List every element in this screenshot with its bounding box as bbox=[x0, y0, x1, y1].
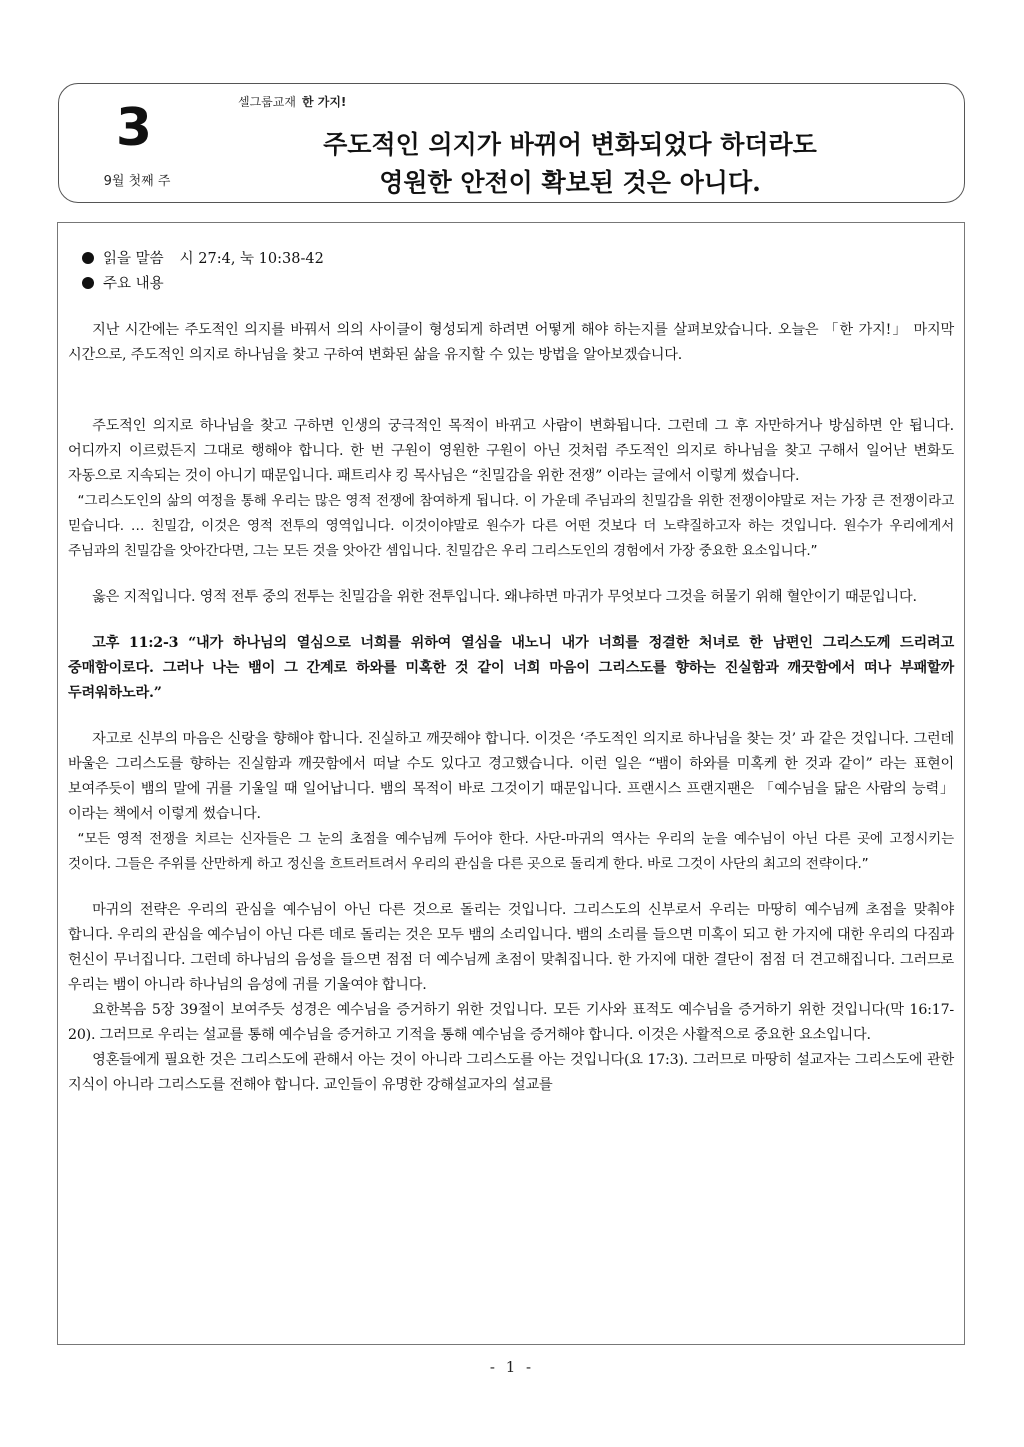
paragraph-5: 마귀의 전략은 우리의 관심을 예수님이 아닌 다른 것으로 돌리는 것입니다. 그리스도의 신부로서 우리는 마땅히 예수님께 초점을 맞춰야 합니다. 우리의 관심을 예수님이 아닌 다른 데로 돌리는 것은 모두 뱀의 소리입니다. 뱀의 소리를 들으면 미혹이 되고 한 가지에 대한 우리의 다짐과 헌신이 무너집니다. 그런데 하나님의 음성을 들으면 점점 더 예수님께 초점이 맞춰집니다. 한 가지에 대한 결단이 점점 더 견고해집니다. 그러므로 우리는 뱀이 아니라 하나님의 음성에 귀를 기울여야 합니다. bbox=[68, 902, 954, 993]
series-name: 셀그룹교재 bbox=[238, 95, 296, 109]
main-content-row bbox=[82, 272, 954, 297]
bullet-icon bbox=[82, 252, 94, 264]
series-label bbox=[238, 93, 346, 110]
quote-patricia-king: “그리스도인의 삶의 여정을 통해 우리는 많은 영적 전쟁에 참여하게 됩니다. 이 가운데 주님과의 친밀감을 위한 전쟁이야말로 저는 가장 큰 전쟁이라고 믿습니다. … 친밀감, 이것은 영적 전투의 영역입니다. 이것이야말로 원수가 다른 어떤 것보다 더 노략질하고자 하는 것입니다. 원수가 우리에게서 주님과의 친밀감을 앗아간다면, 그는 모든 것을 앗아간 셈입니다. 친밀감은 우리 그리스도인의 경험에서 가장 중요한 요소입니다.” bbox=[68, 493, 954, 559]
reading-label: 읽을 말씀 bbox=[103, 251, 164, 267]
title-line-1: 주도적인 의지가 바뀌어 변화되었다 하더라도 bbox=[323, 130, 817, 159]
quote-frangipane: “모든 영적 전쟁을 치르는 신자들은 그 눈의 초점을 예수님께 두어야 한다. 사단-마귀의 역사는 우리의 눈을 예수님이 아닌 다른 곳에 고정시키는 것이다. 그들은 주위를 산만하게 하고 정신을 흐트러트려서 우리의 관심을 다른 곳으로 돌리게 한다. 바로 그것이 사단의 최고의 전략이다.” bbox=[68, 831, 954, 872]
reading-reference: 시 27:4, 눅 10:38-42 bbox=[179, 251, 324, 267]
content-body bbox=[58, 223, 964, 1098]
paragraph-intro: 지난 시간에는 주도적인 의지를 바꿔서 의의 사이클이 형성되게 하려면 어떻게 해야 하는지를 살펴보았습니다. 오늘은 「한 가지!」 마지막 시간으로, 주도적인 의지로 하나님을 찾고 구하여 변화된 삶을 유지할 수 있는 방법을 알아보겠습니다. bbox=[68, 322, 954, 363]
main-content-label: 주요 내용 bbox=[103, 276, 164, 292]
title-line-2: 영원한 안전이 확보된 것은 아니다. bbox=[379, 168, 761, 197]
lesson-number: 3 bbox=[115, 98, 153, 158]
bullet-icon bbox=[82, 277, 94, 289]
paragraph-4: 자고로 신부의 마음은 신랑을 향해야 합니다. 진실하고 깨끗해야 합니다. 이것은 ‘주도적인 의지로 하나님을 찾는 것’ 과 같은 것입니다. 그런데 바울은 그리스도를 향하는 진실함과 깨끗함에서 떠날 수도 있다고 경고했습니다. 이런 일은 “뱀이 하와를 미혹케 한 것과 같이” 라는 표현이 보여주듯이 뱀의 말에 귀를 기울일 때 일어납니다. 뱀의 목적이 바로 그것이기 때문입니다. 프랜시스 프랜지팬은 「예수님을 닮은 사람의 능력」이라는 책에서 이렇게 썼습니다. bbox=[68, 731, 954, 822]
week-label: 9월 첫째 주 bbox=[103, 174, 171, 189]
paragraph-3: 옳은 지적입니다. 영적 전투 중의 전투는 친밀감을 위한 전투입니다. 왜냐하면 마귀가 무엇보다 그것을 허물기 위해 혈안이기 때문입니다. bbox=[92, 589, 917, 605]
paragraph-6: 요한복음 5장 39절이 보여주듯 성경은 예수님을 증거하기 위한 것입니다. 모든 기사와 표적도 예수님을 증거하기 위한 것입니다(막 16:17-20). 그러므로 우리는 설교를 통해 예수님을 증거하고 기적을 통해 예수님을 증거해야 합니다. 이것은 사활적으로 중요한 요소입니다. bbox=[68, 1002, 954, 1043]
paragraph-2: 주도적인 의지로 하나님을 찾고 구하면 인생의 궁극적인 목적이 바뀌고 사람이 변화됩니다. 그런데 그 후 자만하거나 방심하면 안 됩니다. 어디까지 이르렀든지 그대로 행해야 합니다. 한 번 구원이 영원한 구원이 아닌 것처럼 주도적인 의지로 하나님을 찾고 구해서 일어난 변화도 자동으로 지속되는 것이 아니기 때문입니다. 패트리샤 킹 목사님은 “친밀감을 위한 전쟁” 이라는 글에서 이렇게 썼습니다. bbox=[68, 418, 954, 484]
paragraph-7: 영혼들에게 필요한 것은 그리스도에 관해서 아는 것이 아니라 그리스도를 아는 것입니다(요 17:3). 그러므로 마땅히 설교자는 그리스도에 관한 지식이 아니라 그리스도를 전해야 합니다. 교인들이 유명한 강해설교자의 설교를 bbox=[68, 1052, 954, 1093]
scripture-quote: 고후 11:2-3 “내가 하나님의 열심으로 너희를 위하여 열심을 내노니 내가 너희를 정결한 처녀로 한 남편인 그리스도께 드리려고 중매함이로다. 그러나 나는 뱀이 그 간계로 하와를 미혹한 것 같이 너희 마음이 그리스도를 향하는 진실함과 깨끗함에서 떠나 부패할까 두려워하노라.” bbox=[68, 635, 954, 701]
page-number: - 1 - bbox=[489, 1358, 535, 1376]
reading-row bbox=[82, 247, 954, 272]
series-title: 한 가지! bbox=[301, 95, 347, 109]
content-box bbox=[57, 222, 965, 1345]
